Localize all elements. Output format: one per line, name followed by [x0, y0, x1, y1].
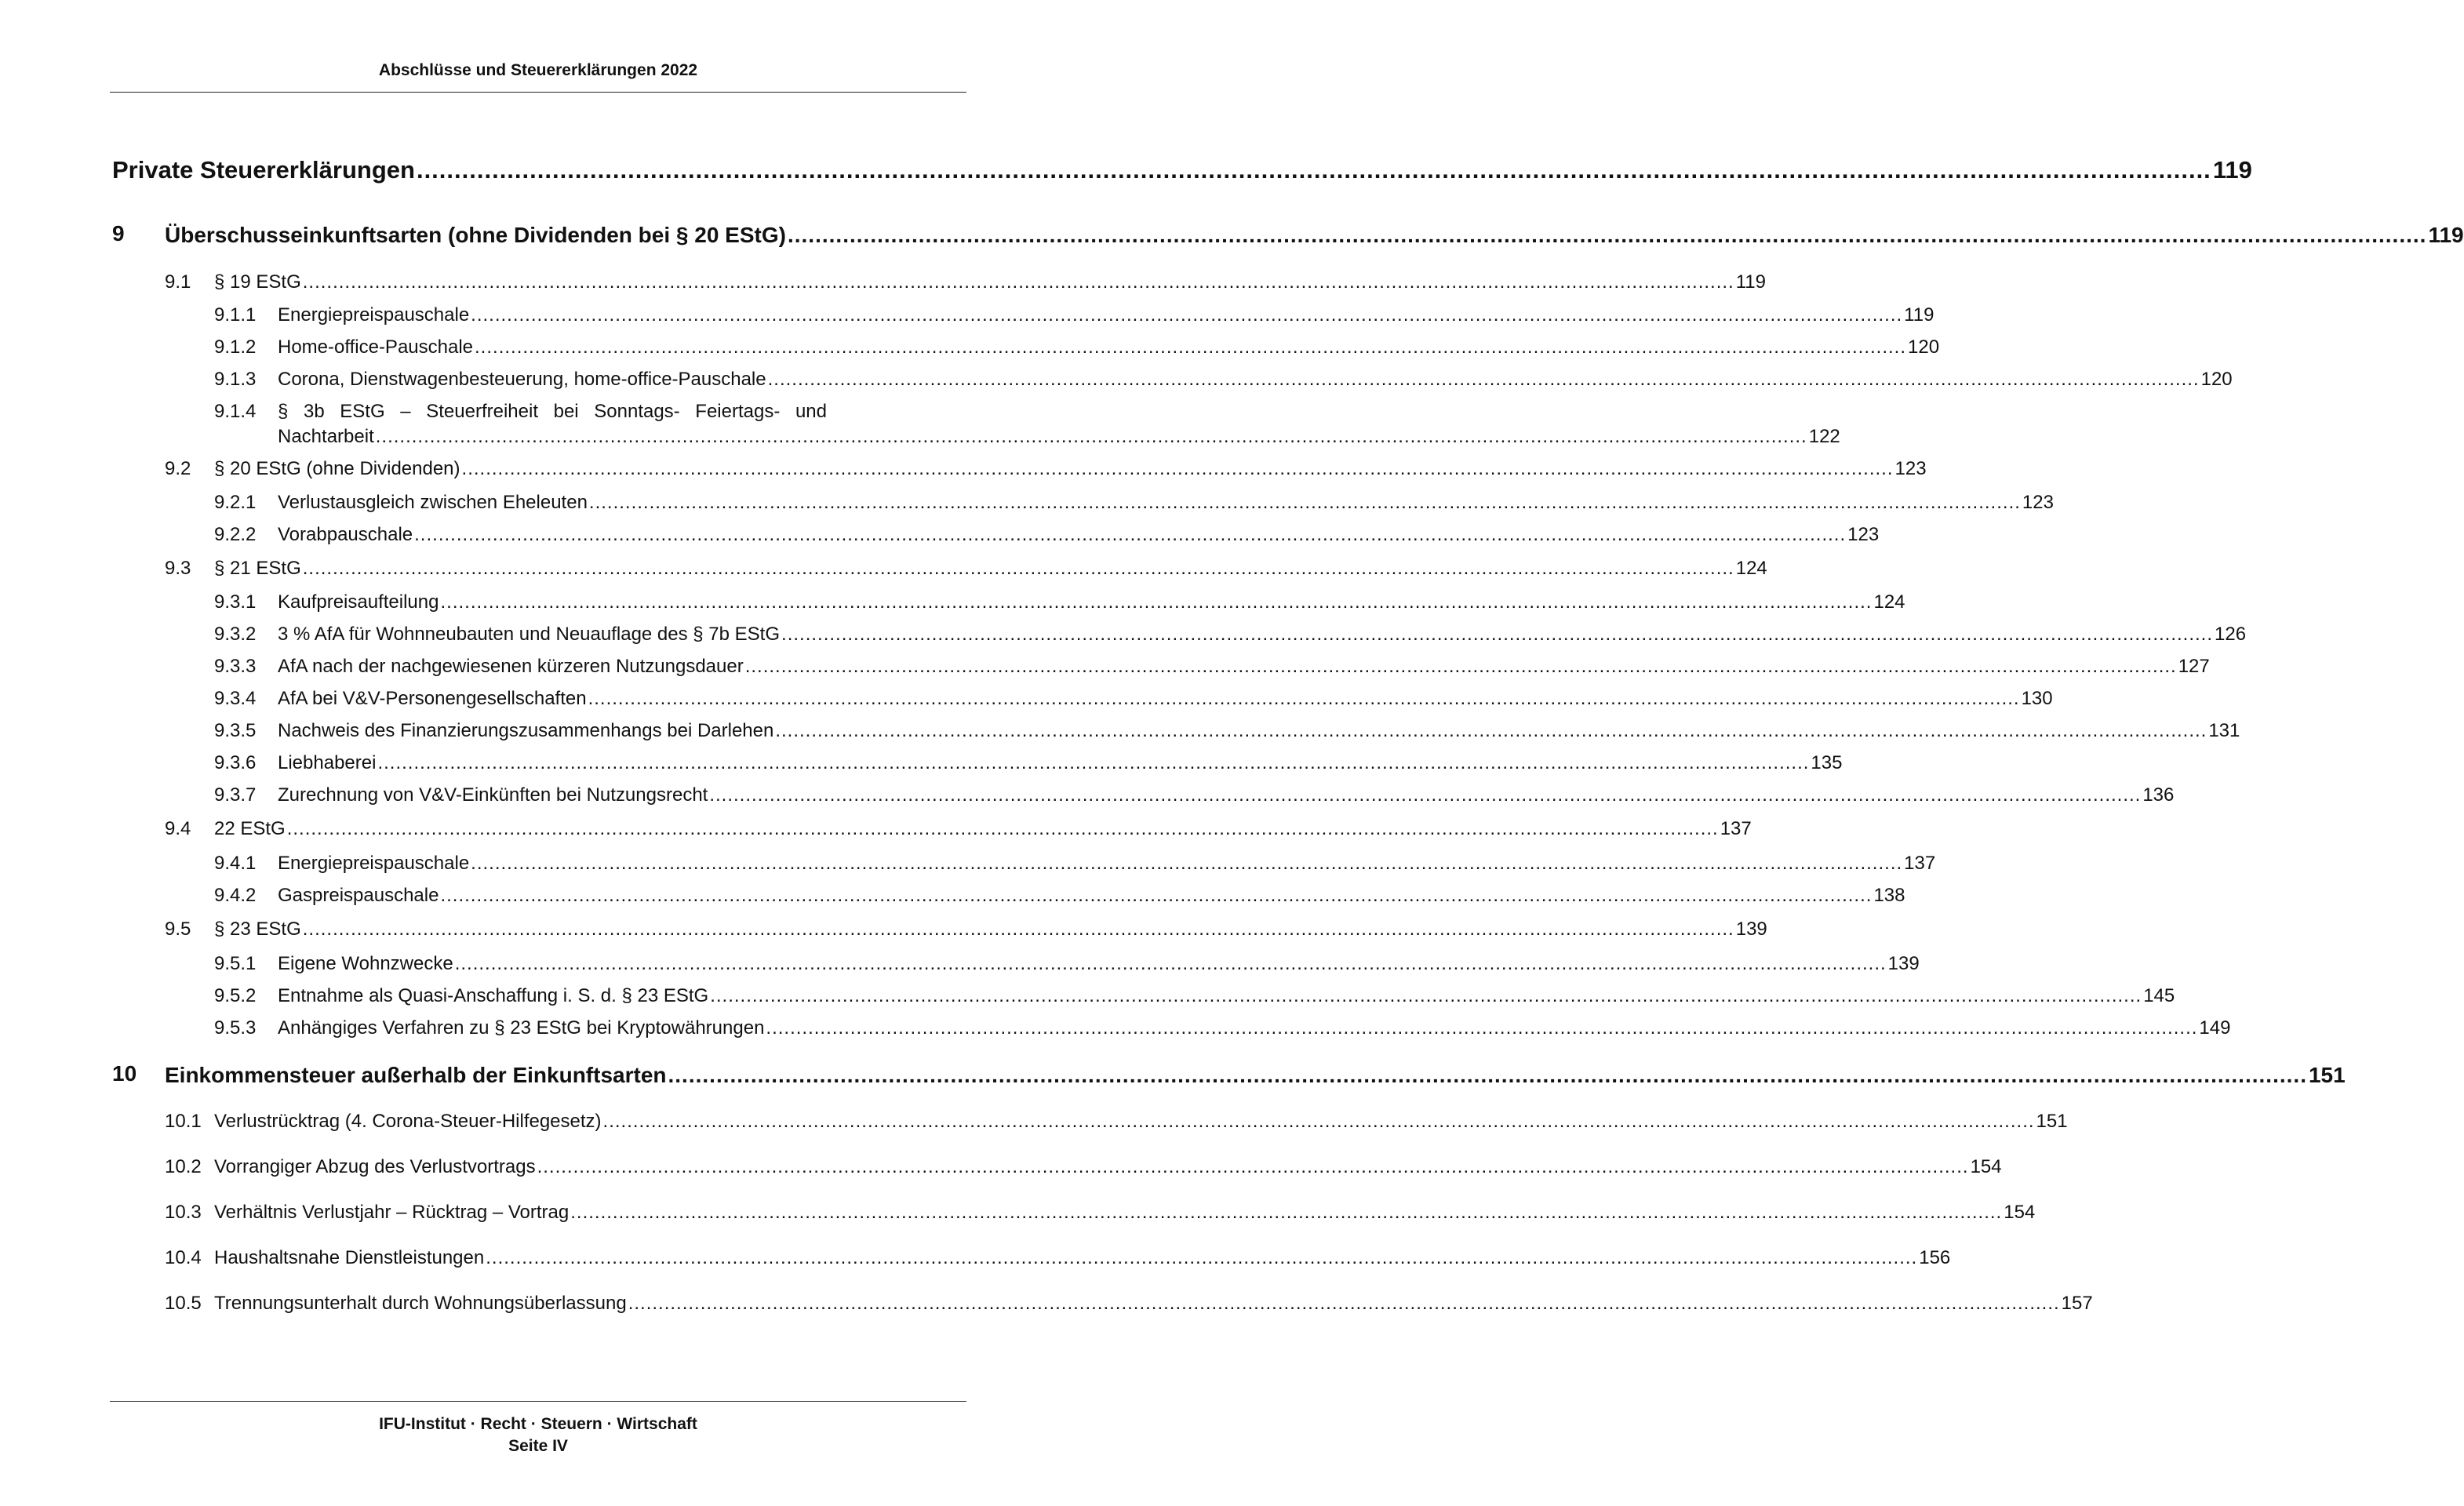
- toc-page-number: 154: [2004, 1202, 2036, 1223]
- toc-leader: ..............................................................................................................................................................................................................................................: [767, 369, 2200, 390]
- toc-title: Einkommensteuer außerhalb der Einkunftsarten: [165, 1063, 667, 1087]
- toc-section-10-2[interactable]: [214, 1155, 2002, 1178]
- toc-subsection-9-3-3[interactable]: [278, 654, 2210, 678]
- toc-chapter-9[interactable]: [165, 220, 2464, 248]
- toc-title: AfA nach der nachgewiesenen kürzeren Nutzungsdauer: [278, 656, 744, 677]
- header-rule: [110, 92, 966, 93]
- toc-page-number: 138: [1873, 885, 1905, 906]
- toc-subsection-number: 9.4.1: [214, 853, 257, 874]
- toc-section-10-1[interactable]: [214, 1109, 2068, 1133]
- toc-title: Energiepreispauschale: [278, 853, 470, 874]
- toc-leader: ..............................................................................................................................................................................................................................................: [377, 752, 1810, 773]
- toc-leader: ..............................................................................................................................................................................................................................................: [416, 156, 2211, 184]
- toc-subsection-9-5-1[interactable]: [278, 951, 1920, 975]
- toc-title: Überschusseinkunftsarten (ohne Dividenden bei § 20 EStG): [165, 223, 786, 247]
- toc-title: Haushaltsnahe Dienstleistungen: [214, 1247, 485, 1268]
- footer-page-label: Seite IV: [508, 1437, 568, 1455]
- toc-section-number: 9.4: [165, 818, 191, 839]
- toc-page-number: 119: [2428, 223, 2464, 247]
- toc-subsection-number: 9.3.4: [214, 688, 257, 709]
- toc-page-number: 120: [2200, 369, 2233, 390]
- toc-page-number: 119: [1904, 304, 1934, 326]
- toc-section-9-5[interactable]: [214, 917, 1767, 940]
- toc-subsection-number: 9.5.3: [214, 1017, 257, 1039]
- toc-page-number: 137: [1720, 818, 1752, 839]
- toc-page-number: 123: [1894, 458, 1927, 479]
- toc-chapter-10[interactable]: [165, 1060, 2346, 1088]
- toc-section-number: 10.1: [165, 1111, 202, 1132]
- toc-subsection-9-2-1[interactable]: [278, 490, 2054, 514]
- toc-subsection-9-2-2[interactable]: [278, 522, 1880, 546]
- toc-leader: ..............................................................................................................................................................................................................................................: [486, 1247, 1918, 1268]
- toc-subsection-number: 9.3.7: [214, 784, 257, 806]
- toc-title: Private Steuererklärungen: [112, 156, 415, 184]
- toc-page-number: 119: [1735, 271, 1766, 293]
- toc-page-number: 154: [1970, 1156, 2002, 1177]
- running-header: Abschlüsse und Steuererklärungen 2022: [378, 61, 698, 79]
- toc-subsection-number: 9.3.2: [214, 624, 257, 645]
- toc-section-number: 10.2: [165, 1156, 202, 1177]
- toc-subsection-number: 9.3.6: [214, 752, 257, 773]
- toc-title: 3 % AfA für Wohnneubauten und Neuauflage des § 7b EStG: [278, 624, 781, 645]
- toc-subsection-number: 9.5.1: [214, 953, 257, 974]
- toc-page-number: 131: [2208, 720, 2240, 741]
- toc-page-number: 145: [2143, 985, 2175, 1006]
- toc-chapter-number: 10: [112, 1061, 137, 1086]
- toc-title: 22 EStG: [214, 818, 286, 839]
- toc-section-number: 9.1: [165, 271, 191, 293]
- toc-leader: ..............................................................................................................................................................................................................................................: [628, 1293, 2060, 1314]
- toc-title: § 21 EStG: [214, 558, 301, 579]
- toc-leader: ..............................................................................................................................................................................................................................................: [471, 853, 1903, 874]
- toc-leader: ..............................................................................................................................................................................................................................................: [781, 624, 2214, 645]
- toc-leader: ..............................................................................................................................................................................................................................................: [588, 688, 2020, 709]
- toc-title: Energiepreispauschale: [278, 304, 470, 326]
- toc-title: § 20 EStG (ohne Dividenden): [214, 458, 460, 479]
- toc-leader: ..............................................................................................................................................................................................................................................: [668, 1063, 2307, 1087]
- toc-title: Verlustausgleich zwischen Eheleuten: [278, 492, 588, 513]
- toc-title: Nachweis des Finanzierungszusammenhangs bei Darlehen: [278, 720, 774, 741]
- toc-title: § 19 EStG: [214, 271, 301, 293]
- toc-section-number: 10.5: [165, 1293, 202, 1314]
- toc-page-number: 124: [1873, 591, 1905, 613]
- toc-subsection-number: 9.1.3: [214, 369, 257, 390]
- toc-section-number: 10.4: [165, 1247, 202, 1268]
- toc-leader: ..............................................................................................................................................................................................................................................: [414, 524, 1847, 545]
- toc-page-number: 127: [2178, 656, 2210, 677]
- toc-leader: ..............................................................................................................................................................................................................................................: [588, 492, 2021, 513]
- toc-section-number: 10.3: [165, 1202, 202, 1223]
- toc-page-number: 139: [1887, 953, 1920, 974]
- toc-leader: ..............................................................................................................................................................................................................................................: [375, 426, 1807, 447]
- toc-subsection-9-3-6[interactable]: [278, 751, 1843, 774]
- toc-subsection-9-3-4[interactable]: [278, 686, 2053, 710]
- toc-subsection-number: 9.3.5: [214, 720, 257, 741]
- toc-page-number: 137: [1904, 853, 1936, 874]
- toc-page-number: 135: [1811, 752, 1843, 773]
- toc-leader: ..............................................................................................................................................................................................................................................: [302, 271, 1734, 293]
- toc-title: Zurechnung von V&V-Einkünften bei Nutzungsrecht: [278, 784, 708, 806]
- toc-title: AfA bei V&V-Personengesellschaften: [278, 688, 587, 709]
- toc-subsection-9-1-2[interactable]: [278, 335, 1940, 358]
- toc-section-9-1[interactable]: [214, 270, 1766, 293]
- toc-page-number: 156: [1919, 1247, 1951, 1268]
- toc-title: Eigene Wohnzwecke: [278, 953, 453, 974]
- footer-rule: [110, 1401, 966, 1402]
- toc-title: Anhängiges Verfahren zu § 23 EStG bei Kryptowährungen: [278, 1017, 765, 1039]
- toc-subsection-number: 9.5.2: [214, 985, 257, 1006]
- toc-leader: ..............................................................................................................................................................................................................................................: [302, 919, 1734, 940]
- toc-subsection-9-1-4[interactable]: [278, 424, 1840, 448]
- toc-page-number: 130: [2021, 688, 2053, 709]
- toc-section-10-4[interactable]: [214, 1246, 1951, 1269]
- toc-subsection-number: 9.4.2: [214, 885, 257, 906]
- toc-title-line1: § 3b EStG – Steuerfreiheit bei Sonntags- Feiertags- und: [278, 401, 827, 422]
- toc-subsection-9-1-1[interactable]: [278, 303, 1934, 326]
- toc-title: Nachtarbeit: [278, 426, 374, 447]
- toc-subsection-number: 9.1.1: [214, 304, 257, 326]
- toc-page-number: 120: [1908, 336, 1940, 358]
- toc-title: Home-office-Pauschale: [278, 336, 474, 358]
- toc-subsection-9-4-2[interactable]: [278, 883, 1905, 907]
- toc-title: Trennungsunterhalt durch Wohnungsüberlassung: [214, 1293, 627, 1314]
- toc-leader: ..............................................................................................................................................................................................................................................: [302, 558, 1734, 579]
- toc-leader: ..............................................................................................................................................................................................................................................: [475, 336, 1906, 358]
- toc-section-number: 9.2: [165, 458, 191, 479]
- toc-subsection-9-3-7[interactable]: [278, 783, 2175, 806]
- toc-chapter-number: 9: [112, 221, 125, 246]
- toc-page-number: 151: [2036, 1111, 2068, 1132]
- toc-title: Verhältnis Verlustjahr – Rücktrag – Vortrag: [214, 1202, 570, 1223]
- toc-leader: ..............................................................................................................................................................................................................................................: [602, 1111, 2035, 1132]
- toc-page-number: 149: [2199, 1017, 2231, 1039]
- toc-leader: ..............................................................................................................................................................................................................................................: [471, 304, 1903, 326]
- toc-subsection-9-3-1[interactable]: [278, 590, 1905, 613]
- toc-page-number: 136: [2142, 784, 2175, 806]
- toc-subsection-number: 9.3.1: [214, 591, 257, 613]
- toc-page-number: 119: [2212, 156, 2252, 184]
- toc-title: Kaufpreisaufteilung: [278, 591, 439, 613]
- toc-title: § 23 EStG: [214, 919, 301, 940]
- toc-leader: ..............................................................................................................................................................................................................................................: [710, 985, 2142, 1006]
- toc-leader: ..............................................................................................................................................................................................................................................: [440, 591, 1873, 613]
- toc-title: Entnahme als Quasi-Anschaffung i. S. d. § 23 EStG: [278, 985, 709, 1006]
- toc-subsection-number: 9.1.2: [214, 336, 257, 358]
- toc-page-number: 123: [1847, 524, 1880, 545]
- toc-subsection-9-5-3[interactable]: [278, 1016, 2231, 1039]
- toc-title: Verlustrücktrag (4. Corona-Steuer-Hilfegesetz): [214, 1111, 602, 1132]
- toc-leader: ..............................................................................................................................................................................................................................................: [744, 656, 2177, 677]
- toc-leader: ..............................................................................................................................................................................................................................................: [766, 1017, 2198, 1039]
- toc-section-10-5[interactable]: [214, 1291, 2093, 1315]
- toc-subsection-9-3-2[interactable]: [278, 622, 2247, 646]
- toc-leader: ..............................................................................................................................................................................................................................................: [570, 1202, 2003, 1223]
- toc-page-number: 126: [2215, 624, 2247, 645]
- toc-subsection-9-3-5[interactable]: [278, 718, 2240, 742]
- toc-leader: ..............................................................................................................................................................................................................................................: [709, 784, 2142, 806]
- toc-part-private[interactable]: [112, 153, 2252, 184]
- toc-page-number: 139: [1735, 919, 1767, 940]
- toc-leader: ..............................................................................................................................................................................................................................................: [440, 885, 1873, 906]
- toc-section-number: 9.5: [165, 919, 191, 940]
- toc-page-number: 124: [1735, 558, 1767, 579]
- toc-page-number: 157: [2061, 1293, 2093, 1314]
- toc-subsection-number: 9.2.1: [214, 492, 257, 513]
- toc-section-number: 9.3: [165, 558, 191, 579]
- toc-title: Gaspreispauschale: [278, 885, 439, 906]
- toc-leader: ..............................................................................................................................................................................................................................................: [537, 1156, 1969, 1177]
- footer-publisher: IFU-Institut · Recht · Steuern · Wirtschaft: [379, 1415, 697, 1433]
- toc-subsection-9-1-3[interactable]: [278, 367, 2233, 391]
- toc-title: Vorabpauschale: [278, 524, 413, 545]
- toc-leader: ..............................................................................................................................................................................................................................................: [775, 720, 2207, 741]
- toc-subsection-number: 9.2.2: [214, 524, 257, 545]
- toc-page-number: 151: [2308, 1063, 2346, 1087]
- toc-title: Corona, Dienstwagenbesteuerung, home-office-Pauschale: [278, 369, 766, 390]
- toc-leader: ..............................................................................................................................................................................................................................................: [787, 223, 2427, 247]
- toc-section-9-3[interactable]: [214, 556, 1767, 580]
- toc-section-9-2[interactable]: [214, 457, 1927, 480]
- toc-subsection-9-4-1[interactable]: [278, 851, 1936, 875]
- toc-subsection-9-5-2[interactable]: [278, 984, 2175, 1007]
- toc-leader: ..............................................................................................................................................................................................................................................: [461, 458, 1894, 479]
- toc-section-9-4[interactable]: [214, 817, 1752, 840]
- toc-page-number: 122: [1808, 426, 1840, 447]
- toc-title: Vorrangiger Abzug des Verlustvortrags: [214, 1156, 536, 1177]
- toc-title: Liebhaberei: [278, 752, 377, 773]
- toc-subsection-number: 9.3.3: [214, 656, 257, 677]
- toc-leader: ..............................................................................................................................................................................................................................................: [286, 818, 1719, 839]
- toc-section-10-3[interactable]: [214, 1200, 2036, 1224]
- toc-leader: ..............................................................................................................................................................................................................................................: [454, 953, 1887, 974]
- toc-page-number: 123: [2022, 492, 2054, 513]
- toc-subsection-number: 9.1.4: [214, 401, 257, 422]
